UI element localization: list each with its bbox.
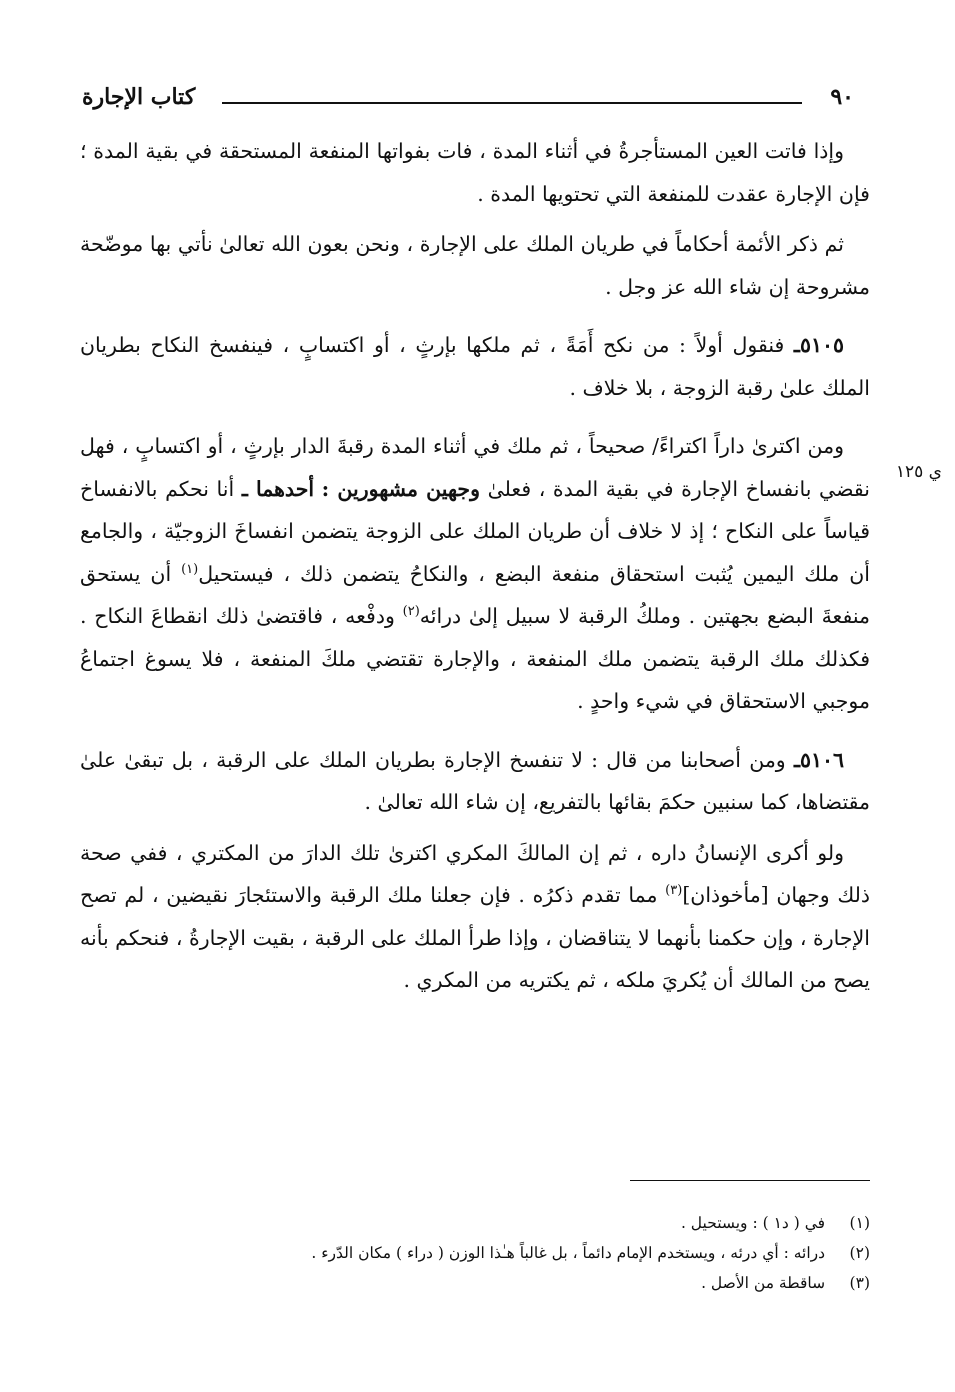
footnote-marker-2: (٢) xyxy=(402,604,420,620)
paragraph-2 xyxy=(80,223,870,308)
footnote-number: (١) xyxy=(849,1214,870,1232)
footnote-1 xyxy=(100,1208,870,1238)
paragraph-text: أنا نحكم بالانفساخ قياساً على النكاح ؛ إذ لا خلاف أن طريان الملك على الزوجة يتضمن انفساخَ الزوجيّة ، والجامع أن ملك اليمين يُثبت استحقاق منفعة البضع ، والنكاحُ يتضمن ذلك ، فيستحيل xyxy=(80,476,870,586)
section-number: ٥١٠٥ـ xyxy=(793,333,844,357)
footnote-text: في ( د١ ) : ويستحيل . xyxy=(680,1214,826,1232)
paragraph-text: ودفْعه ، فاقتضىٰ ذلك انقطاعَ النكاح . فكذلك ملك الرقبة يتضمن ملك المنفعة ، والإجارة تقتضي ملكَ المنفعة ، فلا يسوغ اجتماعُ موجبي الاستحقاق في شيء واحدٍ . xyxy=(80,604,870,713)
paragraph-text: ولو أكرى الإنسانُ داره ، ثم إن المالكَ المكري اكترىٰ تلك الدارَ من المكتري ، ففي صحة ذلك وجهان [مأخوذان] xyxy=(80,840,870,907)
paragraph-text: ومن اكترىٰ داراً اكتراءً/ صحيحاً ، ثم ملك في أثناء المدة رقبةَ الدار بإرثٍ ، أو اكتسابٍ ، فهل نقضي بانفساخ الإجارة في بقية المدة ، فعلىٰ xyxy=(80,434,870,501)
footnote-2 xyxy=(100,1238,870,1268)
paragraph-5105 xyxy=(80,324,870,409)
paragraph-6 xyxy=(80,832,870,1002)
paragraph-text: وإذا فاتت العين المستأجرةُ في أثناء المدة ، فات بفواتها المنفعة المستحقة في بقية المدة ؛ فإن الإجارة عقدت للمنفعة التي تحتويها المدة . xyxy=(80,139,870,206)
footnote-marker-3: (٣) xyxy=(665,883,683,899)
paragraph-text: مما تقدم ذكرُه . فإن جعلنا ملك الرقبة والاستئجارَ نقيضين ، لم تصح الإجارة ، وإن حكمنا بأنهما لا يتناقضان ، وإذا طرأ الملك على الرقبة ، بقيت الإجارةُ ، فنحكم بأنه يصح من المالك أن يُكريَ ملكه ، ثم يكتريه من المكري . xyxy=(80,883,870,992)
paragraph-4 xyxy=(80,425,870,723)
page-number: ٩٠ xyxy=(830,84,854,110)
paragraph-1 xyxy=(80,130,870,215)
footnote-number: (٢) xyxy=(849,1244,870,1262)
paragraph-text: فنقول أولاً : من نكح أَمَةً ، ثم ملكها بإرثٍ ، أو اكتسابٍ ، فينفسخ النكاح بطريان الملك علىٰ رقبة الزوجة ، بلا خلاف . xyxy=(80,333,870,400)
footnote-marker-1: (١) xyxy=(181,561,199,577)
paragraph-5106 xyxy=(80,739,870,824)
body-text xyxy=(80,130,870,1002)
book-title: كتاب الإجارة xyxy=(82,84,196,110)
section-number: ٥١٠٦ـ xyxy=(793,747,844,772)
page-header xyxy=(82,80,872,124)
paragraph-text: ومن أصحابنا من قال : لا تنفسخ الإجارة بطريان الملك على الرقبة ، بل تبقىٰ علىٰ مقتضاها، كما سنبين حكمَ بقائها بالتفريع، إن شاء الله تعالىٰ . xyxy=(80,747,870,814)
footnote-number: (٣) xyxy=(849,1274,870,1292)
footnote-text: ساقطة من الأصل . xyxy=(701,1274,826,1292)
paragraph-text: أن يستحق منفعةَ البضع بجهتين . وملكُ الرقبة لا سبيل إلىٰ درائه xyxy=(80,561,870,628)
footnote-separator xyxy=(630,1180,870,1181)
bold-phrase: وجهين مشهورين : xyxy=(321,476,480,501)
header-rule xyxy=(222,102,802,104)
footnote-text: درائه : أي درئه ، ويستخدم الإمام دائماً ، بل غالباً هـٰذا الوزن ( دراء ) مكان الدّرء . xyxy=(311,1244,826,1262)
bold-phrase: أحدهما ـ xyxy=(241,476,315,501)
footnote-3 xyxy=(100,1268,870,1298)
margin-reference: ي ١٢٥ xyxy=(895,462,942,482)
paragraph-text: ثم ذكر الأئمة أحكاماً في طريان الملك على الإجارة ، ونحن بعون الله تعالىٰ نأتي بها موضّحة مشروحة إن شاء الله عز وجل . xyxy=(80,232,870,299)
footnotes xyxy=(100,1208,870,1298)
